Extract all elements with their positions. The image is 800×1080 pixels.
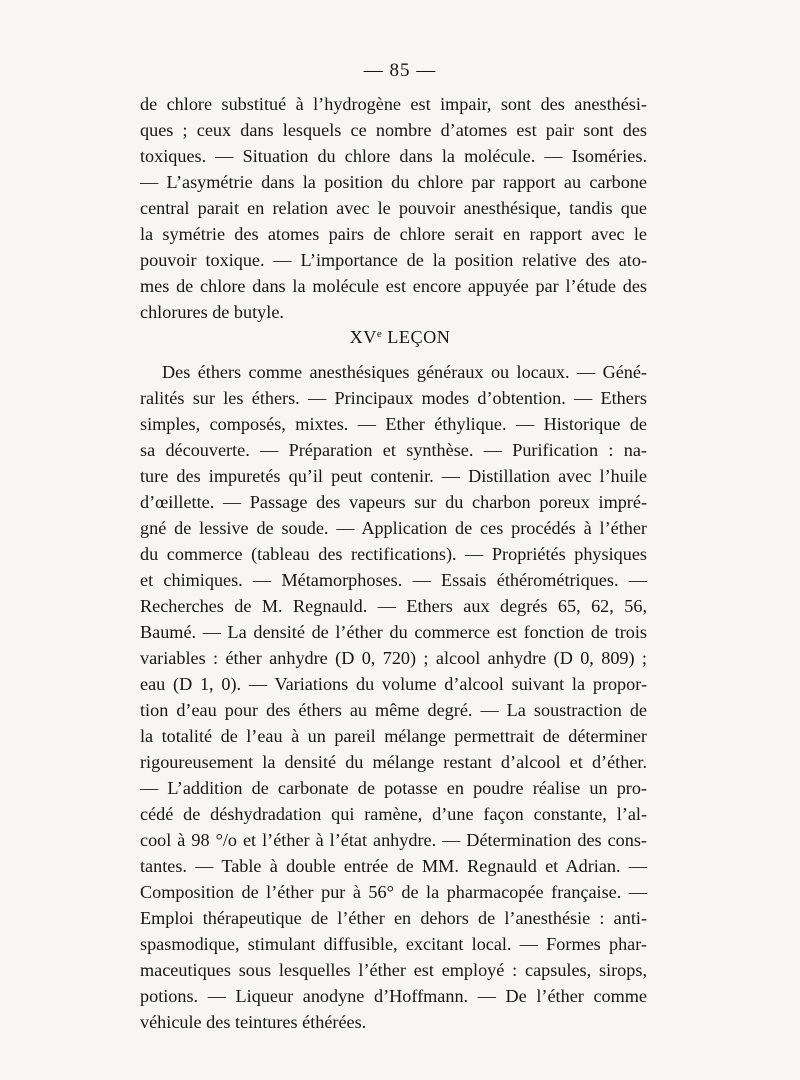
lesson-word: LEÇON [387, 327, 451, 347]
text-line: Baumé. — La densité de l’éther du commerce est fonction de trois [140, 622, 647, 642]
lesson-numeral: XV [349, 327, 377, 347]
text-line: central parait en relation avec le pouvoir anesthésique, tandis que [140, 198, 647, 218]
text-line: véhicule des teintures éthérées. [140, 1012, 367, 1032]
text-line: rigoureusement la densité du mélange restant d’alcool et d’éther. [140, 752, 647, 772]
text-line: Composition de l’éther pur à 56° de la pharmacopée française. — [140, 882, 647, 902]
page-number: — 85 — [363, 60, 437, 81]
text-line: la totalité de l’eau à un pareil mélange permettrait de déterminer [140, 726, 647, 746]
text-line: la symétrie des atomes pairs de chlore serait en rapport avec le [140, 224, 647, 244]
text-line: tantes. — Table à double entrée de MM. Regnauld et Adrian. — [140, 856, 647, 876]
text-line: d’œillette. — Passage des vapeurs sur du charbon poreux impré- [140, 492, 647, 512]
text-line: et chimiques. — Métamorphoses. — Essais éthérométriques. — [140, 570, 647, 590]
text-line: sa découverte. — Préparation et synthèse. — Purification : na- [140, 440, 647, 460]
text-line: spasmodique, stimulant diffusible, excitant local. — Formes phar- [140, 934, 647, 954]
text-line: gné de lessive de soude. — Application de ces procédés à l’éther [140, 518, 647, 538]
text-line: pouvoir toxique. — L’importance de la position relative des ato- [140, 250, 647, 270]
text-line: potions. — Liqueur anodyne d’Hoffmann. — De l’éther comme [140, 986, 647, 1006]
text-line: toxiques. — Situation du chlore dans la molécule. — Isoméries. [140, 146, 647, 166]
text-line: Emploi thérapeutique de l’éther en dehors de l’anesthésie : anti- [140, 908, 647, 928]
text-line: Recherches de M. Regnauld. — Ethers aux degrés 65, 62, 56, [140, 596, 647, 616]
text-line: ques ; ceux dans lesquels ce nombre d’atomes est pair sont des [140, 120, 647, 140]
text-line: — L’addition de carbonate de potasse en poudre réalise un pro- [140, 778, 647, 798]
text-line: maceutiques sous lesquelles l’éther est employé : capsules, sirops, [140, 960, 647, 980]
text-line: ralités sur les éthers. — Principaux modes d’obtention. — Ethers [140, 388, 647, 408]
text-line: eau (D 1, 0). — Variations du volume d’alcool suivant la propor- [140, 674, 647, 694]
lesson-superscript: e [376, 328, 383, 340]
text-line: cédé de déshydradation qui ramène, d’une façon constante, l’al- [140, 804, 647, 824]
text-line: de chlore substitué à l’hydrogène est impair, sont des anesthési- [140, 94, 647, 114]
text-line: Des éthers comme anesthésiques généraux ou locaux. — Géné- [162, 362, 647, 382]
text-line: variables : éther anhydre (D 0, 720) ; alcool anhydre (D 0, 809) ; [140, 648, 647, 668]
text-line: tion d’eau pour des éthers au même degré. — La soustraction de [140, 700, 647, 720]
text-line: ture des impuretés qu’il peut contenir. — Distillation avec l’huile [140, 466, 647, 486]
text-line: mes de chlore dans la molécule est encore appuyée par l’étude des [140, 276, 647, 296]
text-line: du commerce (tableau des rectifications). — Propriétés physiques [140, 544, 647, 564]
text-line: simples, composés, mixtes. — Ether éthylique. — Historique de [140, 414, 647, 434]
text-line: cool à 98 °/o et l’éther à l’état anhydre. — Détermination des cons- [140, 830, 647, 850]
lesson-heading [0, 327, 800, 348]
text-line: chlorures de butyle. [140, 302, 284, 322]
text-line: — L’asymétrie dans la position du chlore par rapport au carbone [140, 172, 647, 192]
